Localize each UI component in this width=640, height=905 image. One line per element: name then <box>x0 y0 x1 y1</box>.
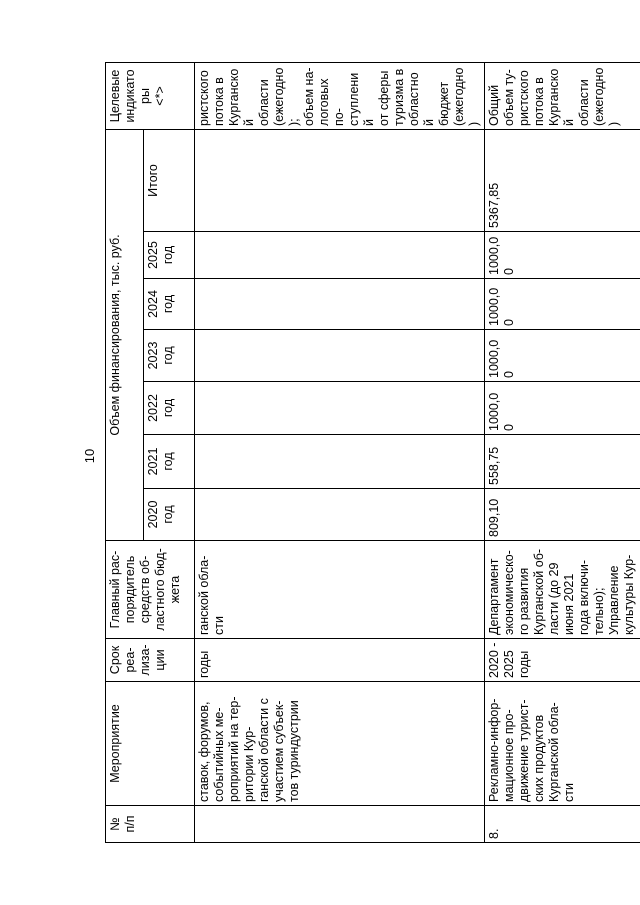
cell-measure: ставок, форумов, событийных ме- роприятий на тер- ритории Кур- ганской области с участием субъек- тов туриндустрии <box>195 682 485 806</box>
cell-indicators: ристского потока в Курганской области (ежегодно); объем на- логовых по- ступлений от сферы туризма в областной бюджет (ежегодно) <box>195 62 485 129</box>
cell-manager: Департамент экономическо- го развития Курганской об- ласти (до 29 июня 2021 года включи- тельно); Управление культуры Кур- <box>485 541 640 639</box>
header-year: 2020 год <box>144 489 195 541</box>
cell-year: 1000,0 0 <box>485 382 640 435</box>
header-row <box>106 62 144 842</box>
cell-year: 1000,0 0 <box>485 232 640 279</box>
header-year: 2025 год <box>144 232 195 279</box>
cell-measure: Рекламно-инфор- мационное про- движение турист- ских продуктов Курганской обла- сти <box>485 682 640 806</box>
table-row <box>195 62 485 842</box>
header-total: Итого <box>144 129 195 231</box>
header-year: 2022 год <box>144 382 195 435</box>
cell-indicators: Общий объем ту- ристского потока в Курганской области (ежегодно) <box>485 62 640 129</box>
cell-year <box>195 435 485 489</box>
cell-num <box>195 806 485 843</box>
cell-year: 1000,0 0 <box>485 330 640 382</box>
page-number: 10 <box>82 448 97 464</box>
cell-year: 1000,0 0 <box>485 279 640 330</box>
cell-manager: ганской обла- сти <box>195 541 485 639</box>
cell-total: 5367,85 <box>485 129 640 231</box>
cell-period: 2020 - 2025 годы <box>485 639 640 682</box>
header-financing: Объем финансирования, тыс. руб. <box>106 129 144 540</box>
header-year: 2024 год <box>144 279 195 330</box>
cell-total <box>195 129 485 231</box>
header-num: № п/п <box>106 806 195 843</box>
cell-year: 809,10 <box>485 489 640 541</box>
financing-table <box>105 62 640 843</box>
header-measure: Мероприятие <box>106 682 195 806</box>
header-year: 2023 год <box>144 330 195 382</box>
header-manager: Главный рас- порядитель средств об- ластного бюд- жета <box>106 541 195 639</box>
cell-year: 558,75 <box>485 435 640 489</box>
cell-year <box>195 330 485 382</box>
cell-period: годы <box>195 639 485 682</box>
cell-year <box>195 382 485 435</box>
header-indicators: Целевые индикаторы <*> <box>106 62 195 129</box>
table-row <box>485 62 640 842</box>
rotated-table-container <box>105 63 636 843</box>
header-year: 2021 год <box>144 435 195 489</box>
cell-year <box>195 232 485 279</box>
cell-year <box>195 489 485 541</box>
header-period: Срок реа- лиза- ции <box>106 639 195 682</box>
cell-year <box>195 279 485 330</box>
cell-num: 8. <box>485 806 640 843</box>
